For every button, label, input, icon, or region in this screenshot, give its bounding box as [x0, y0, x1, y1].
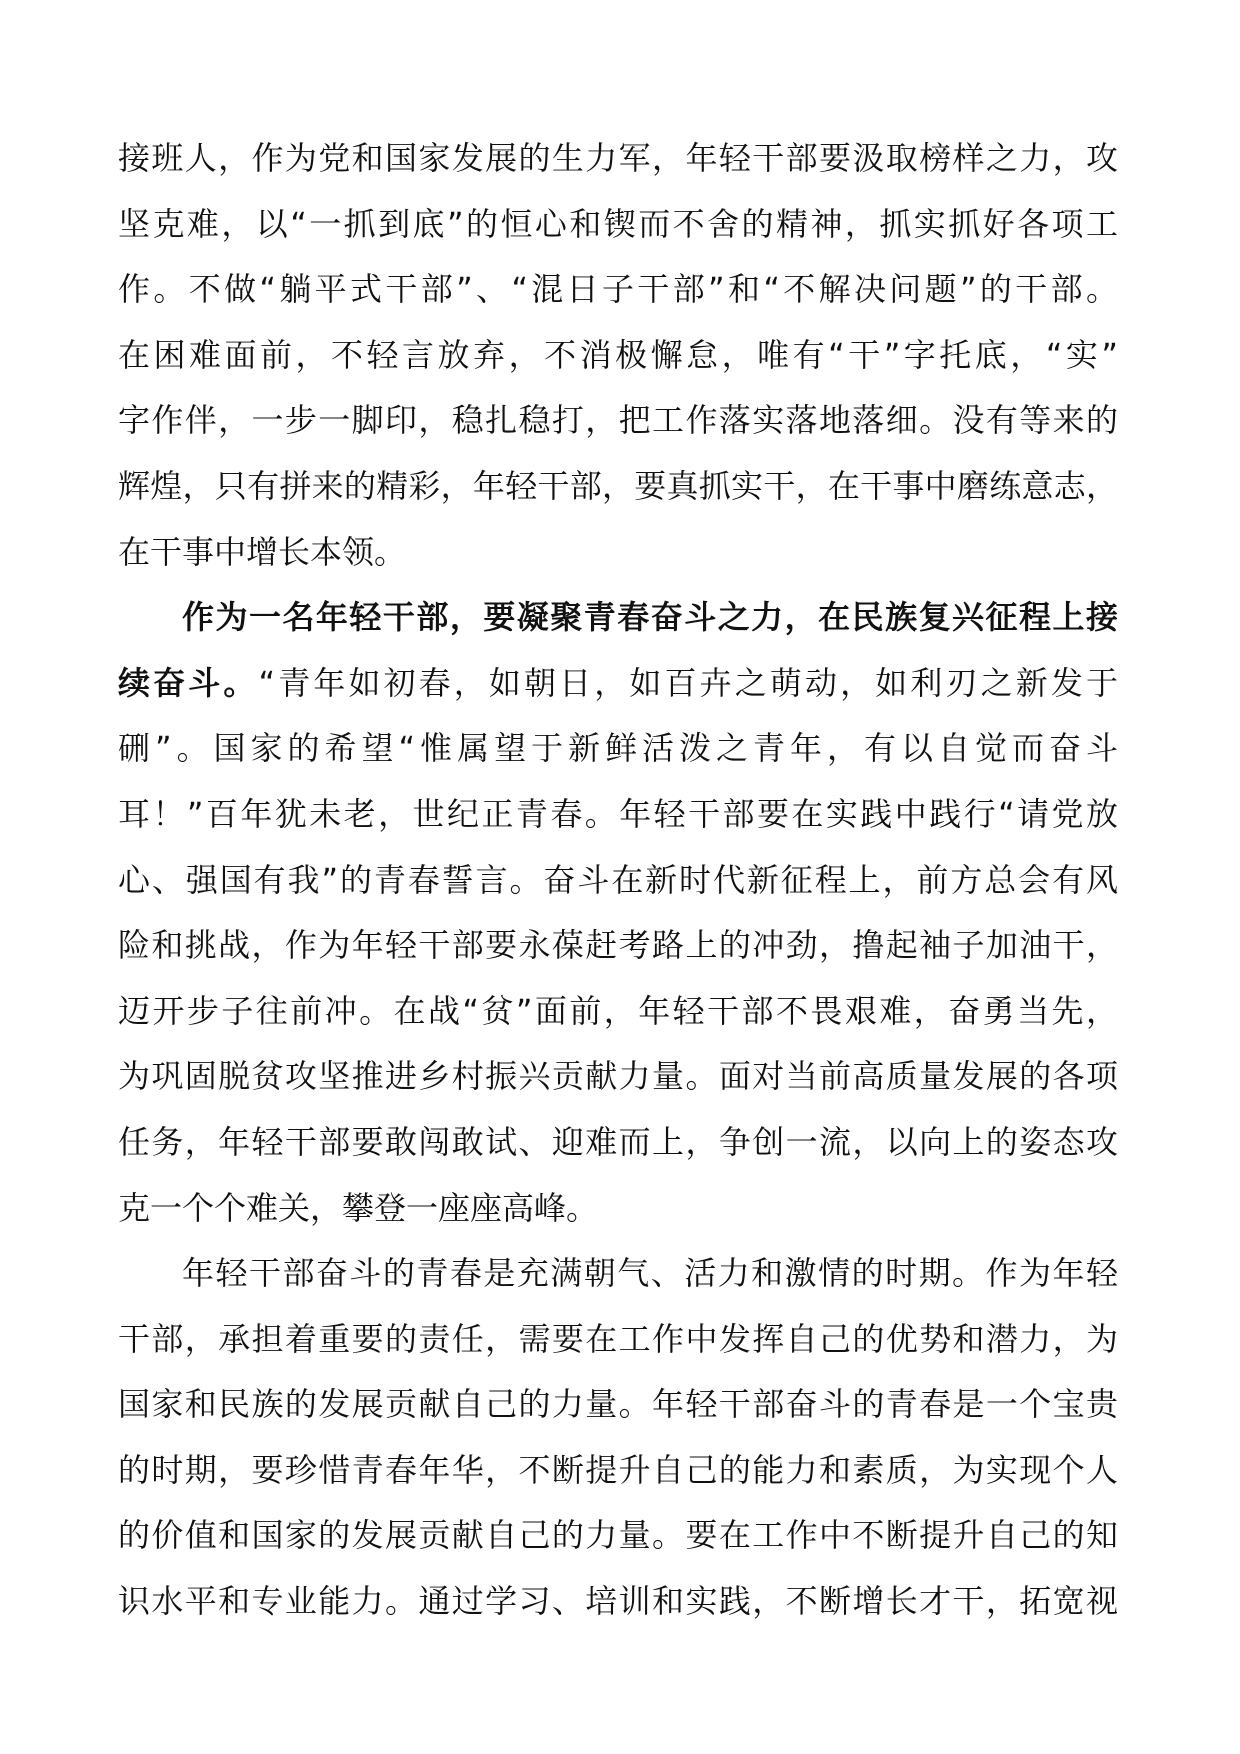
paragraph-1 — [118, 126, 1118, 585]
text-line: 克一个个难关，攀登一座座高峰。 — [118, 1188, 599, 1227]
text-line: 年轻干部奋斗的青春是充满朝气、活力和激情的时期。作为年轻 — [182, 1254, 1118, 1293]
text-line: 字作伴，一步一脚印，稳扎稳打，把工作落实落地落细。没有等来的 — [118, 401, 1118, 440]
text-line: 硎”。国家的希望“惟属望于新鲜活泼之青年，有以自觉而奋斗 — [118, 729, 1118, 768]
quote-text: “青年如初春，如朝日，如百卉之萌动，如利刃之新发于 — [258, 663, 1118, 702]
text-line: 辉煌，只有拼来的精彩，年轻干部，要真抓实干，在干事中磨练意志， — [118, 466, 1118, 505]
text-line: 接班人，作为党和国家发展的生力军，年轻干部要汲取榜样之力，攻 — [118, 139, 1118, 177]
text-line: 的时期，要珍惜青春年华，不断提升自己的能力和素质，为实现个人 — [118, 1450, 1118, 1489]
document-body — [118, 126, 1118, 1635]
paragraph-2 — [118, 585, 1118, 1241]
heading-sentence-end: 续奋斗。 — [118, 663, 259, 702]
text-line: 干部，承担着重要的责任，需要在工作中发挥自己的优势和潜力，为 — [118, 1319, 1118, 1358]
text-line: 坚克难，以“一抓到底”的恒心和锲而不舍的精神，抓实抓好各项工 — [118, 204, 1118, 243]
text-line: 险和挑战，作为年轻干部要永葆赶考路上的冲劲，撸起袖子加油干， — [118, 926, 1118, 965]
text-line: 在干事中增长本领。 — [118, 532, 407, 571]
text-line: 作。不做“躺平式干部”、“混日子干部”和“不解决问题”的干部。 — [118, 270, 1118, 309]
text-line: 耳！”百年犹未老，世纪正青春。年轻干部要在实践中践行“请党放 — [118, 794, 1118, 833]
text-line: 识水平和专业能力。通过学习、培训和实践，不断增长才干，拓宽视 — [118, 1582, 1118, 1621]
text-line: 任务，年轻干部要敢闯敢试、迎难而上，争创一流，以向上的姿态攻 — [118, 1122, 1118, 1161]
paragraph-3 — [118, 1241, 1118, 1635]
text-line: 的价值和国家的发展贡献自己的力量。要在工作中不断提升自己的知 — [118, 1516, 1118, 1555]
text-line: 国家和民族的发展贡献自己的力量。年轻干部奋斗的青春是一个宝贵 — [118, 1385, 1118, 1424]
text-line: 为巩固脱贫攻坚推进乡村振兴贡献力量。面对当前高质量发展的各项 — [118, 1057, 1118, 1096]
mixed-text-line — [118, 651, 1118, 717]
text-line: 在困难面前，不轻言放弃，不消极懈怠，唯有“干”字托底，“实” — [118, 335, 1118, 374]
text-line: 迈开步子往前冲。在战“贫”面前，年轻干部不畏艰难，奋勇当先， — [118, 991, 1118, 1030]
text-line: 心、强国有我”的青春誓言。奋斗在新时代新征程上，前方总会有风 — [118, 860, 1118, 899]
heading-sentence-line: 作为一名年轻干部，要凝聚青春奋斗之力，在民族复兴征程上接 — [182, 598, 1118, 637]
